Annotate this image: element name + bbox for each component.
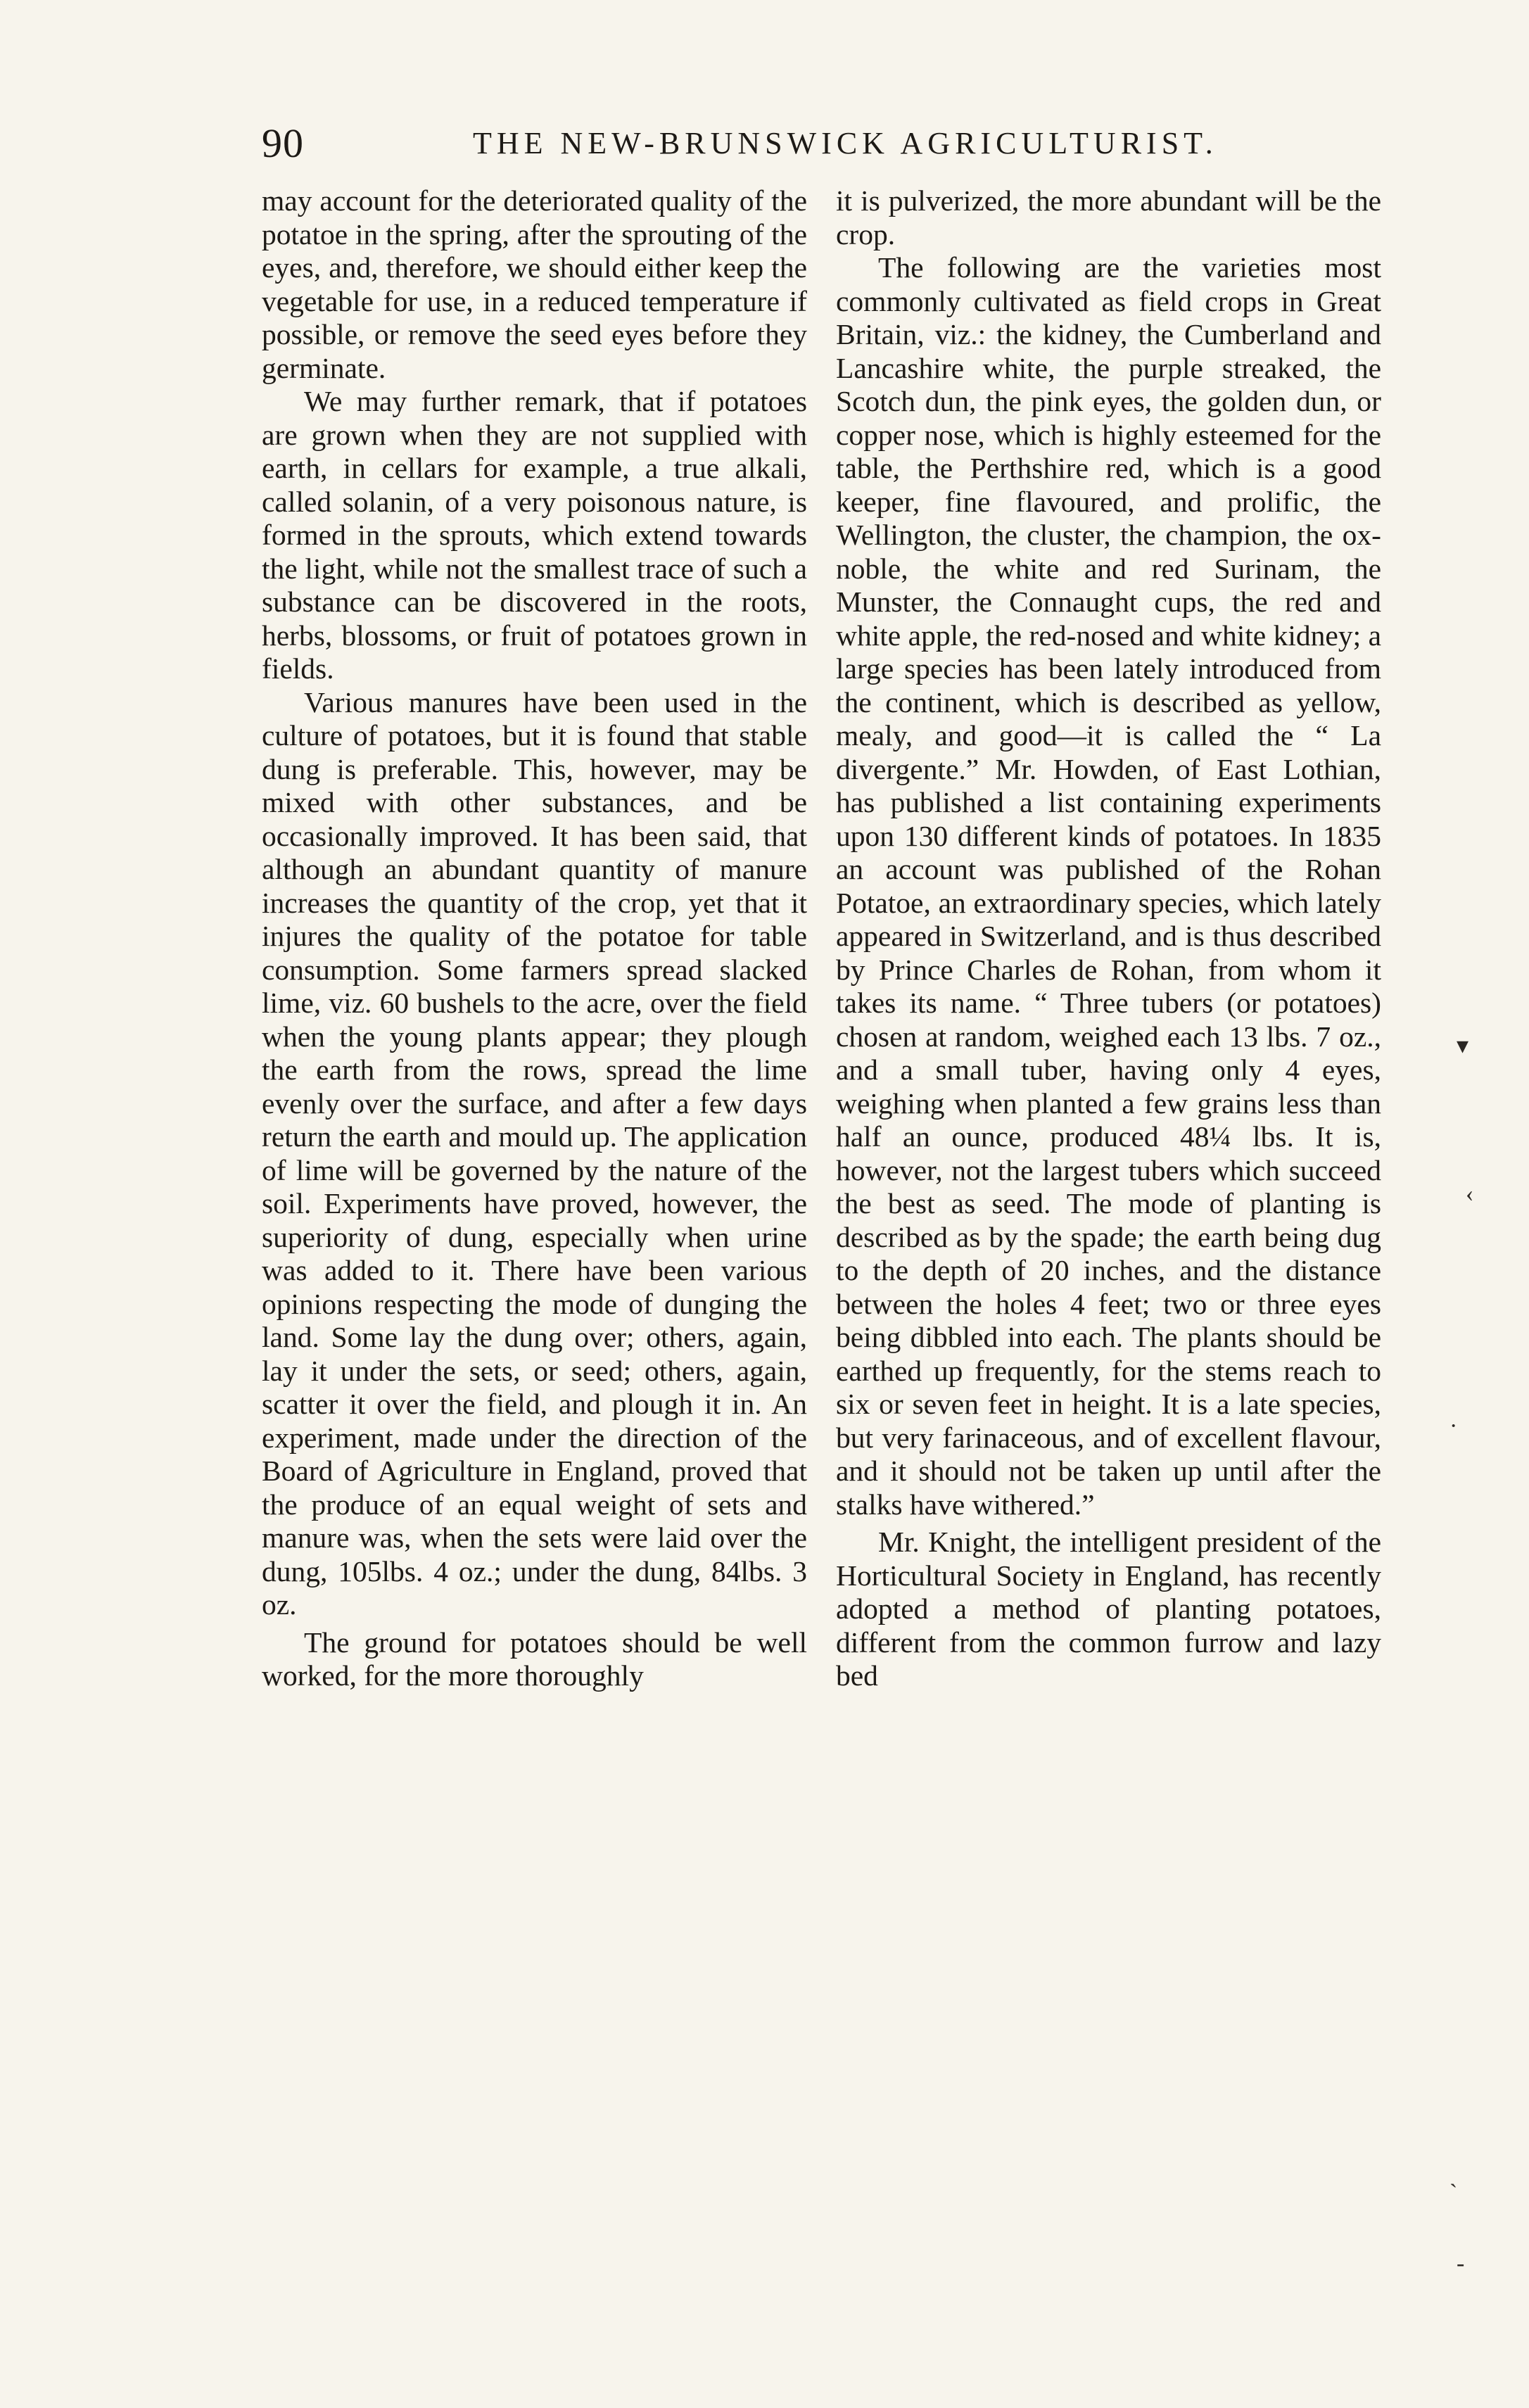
left-paragraph-3: Various manures have been used in the culture of potatoes, but it is found that stable dung is preferable. This, however, may be mixed with other substances, and be occasionally improved. It has been said, that although an abundant quantity of manure increases the quantity of the crop, yet that it injures the quality of the potatoe for table consumption. Some farmers spread slacked lime, viz. 60 bushels to the acre, over the field when the young plants appear; they plough the earth from the rows, spread the lime evenly over the surface, and after a few days return the earth and mould up. The application of lime will be governed by the nature of the soil. Experiments have proved, however, the superiority of dung, especially when urine was added to it. There have been various opinions respecting the mode of dunging the land. Some lay the dung over; others, again, lay it under the sets, or seed; others, again, scatter it over the field, and plough it in. An experiment, made under the direction of the Board of Agriculture in England, proved that the produce of an equal weight of sets and manure was, when the sets were laid over the dung, 105lbs. 4 oz.; under the dung, 84lbs. 3 oz. — [262, 685, 807, 1621]
left-paragraph-4: The ground for potatoes should be well worked, for the more thoroughly — [262, 1626, 807, 1692]
margin-mark: - — [1457, 2250, 1465, 2276]
right-paragraph-3: Mr. Knight, the intelligent president of the Horticultural Society in England, has recently adopted a method of planting potatoes, different from the common furrow and lazy bed — [836, 1526, 1381, 1692]
margin-mark: ‹ — [1466, 1181, 1474, 1207]
right-column — [836, 184, 1381, 1693]
right-paragraph-2: The following are the varieties most commonly cultivated as field crops in Great Britain, viz.: the kidney, the Cumberland and Lancashire white, the purple streaked, the Scotch dun, the pink eyes, the golden dun, or copper nose, which is highly esteemed for the table, the Perthshire red, which is a good keeper, fine flavoured, and prolific, the Wellington, the cluster, the champion, the ox-noble, the white and red Surinam, the Munster, the Connaught cups, the red and white apple, the red-nosed and white kidney; a large species has been lately introduced from the continent, which is described as yellow, mealy, and good—it is called the “ La divergente.” Mr. Howden, of East Lothian, has published a list containing experiments upon 130 different kinds of potatoes. In 1835 an account was published of the Rohan Potatoe, an extraordinary species, which lately appeared in Switzerland, and is thus described by Prince Charles de Rohan, from whom it takes its name. “ Three tubers (or potatoes) chosen at random, weighed each 13 lbs. 7 oz., and a small tuber, having only 4 eyes, weighing when planted a few grains less than half an ounce, produced 48¼ lbs. It is, however, not the largest tubers which succeed the best as seed. The mode of planting is described as by the spade; the earth being dug to the depth of 20 inches, and the distance between the holes 4 feet; two or three eyes being dibbled into each. The plants should be earthed up frequently, for the stems reach to six or seven feet in height. It is a late species, but very farinaceous, and of excellent flavour, and it should not be taken up until after the stalks have withered.” — [836, 251, 1381, 1521]
margin-mark: ` — [1449, 2180, 1458, 2206]
running-title: THE NEW-BRUNSWICK AGRICULTURIST. — [473, 126, 1218, 160]
right-paragraph-1: it is pulverized, the more abundant will be the crop. — [836, 184, 1381, 251]
margin-mark: · — [1449, 1413, 1458, 1439]
left-paragraph-2: We may further remark, that if potatoes are grown when they are not supplied with earth, in cellars for example, a true alkali, called solanin, of a very poisonous nature, is formed in the sprouts, which extend towards the light, while not the smallest trace of such a substance can be discovered in the roots, herbs, blossoms, or fruit of potatoes grown in fields. — [262, 385, 807, 685]
margin-mark: ▾ — [1457, 1033, 1469, 1059]
left-column — [262, 184, 807, 1693]
page-number: 90 — [262, 120, 304, 166]
left-paragraph-1: may account for the deteriorated quality of the potatoe in the spring, after the sprouting of the eyes, and, therefore, we should either keep the vegetable for use, in a reduced temperature if possible, or remove the seed eyes before they germinate. — [262, 184, 807, 384]
page-header — [262, 120, 1402, 176]
